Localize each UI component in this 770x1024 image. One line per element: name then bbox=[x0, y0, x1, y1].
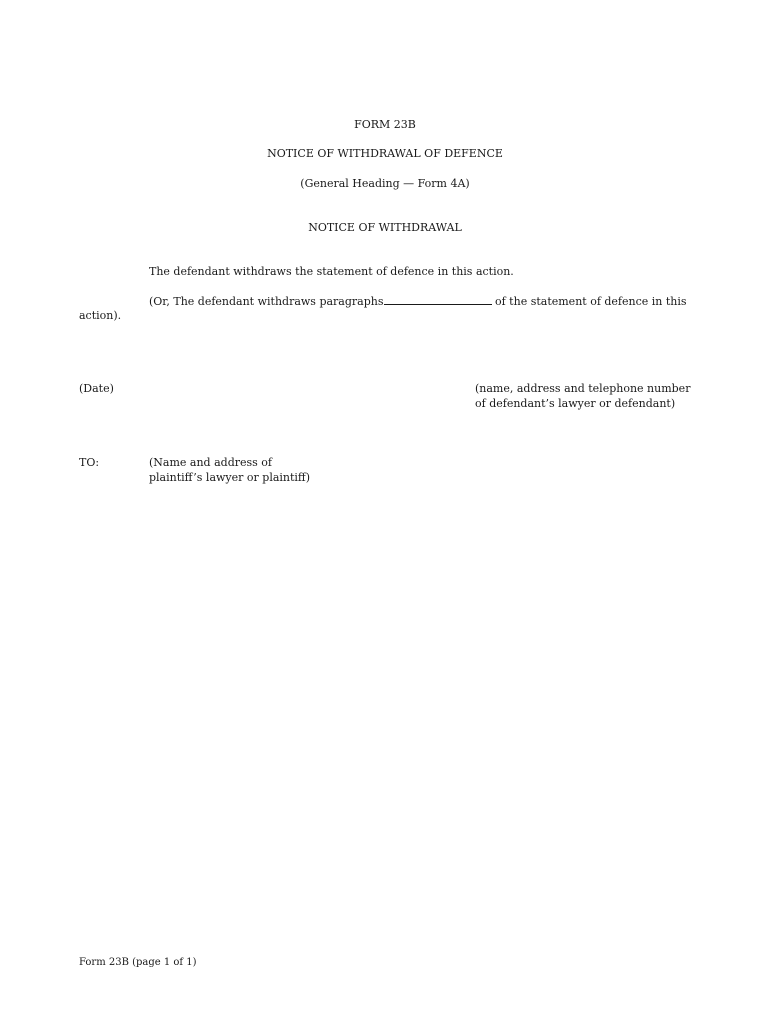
recipient-line-2: plaintiff’s lawyer or plaintiff) bbox=[149, 471, 311, 484]
alternative-paragraph-start: (Or, The defendant withdraws paragraphs bbox=[149, 295, 384, 308]
paragraphs-blank-field[interactable] bbox=[384, 293, 492, 305]
alternative-paragraph-wrap: action). bbox=[79, 309, 122, 322]
recipient-line-1: (Name and address of bbox=[149, 456, 272, 469]
alternative-paragraph bbox=[149, 293, 687, 309]
defendant-signature-line-2: of defendant’s lawyer or defendant) bbox=[475, 397, 676, 410]
page-footer: Form 23B (page 1 of 1) bbox=[79, 957, 197, 968]
alternative-paragraph-end: of the statement of defence in this bbox=[491, 295, 687, 308]
defendant-signature-line-1: (name, address and telephone number bbox=[475, 382, 691, 395]
form-number: FORM 23B bbox=[354, 118, 416, 131]
withdrawal-paragraph: The defendant withdraws the statement of defence in this action. bbox=[149, 265, 514, 278]
recipient-block bbox=[149, 455, 310, 485]
form-title: NOTICE OF WITHDRAWAL OF DEFENCE bbox=[267, 147, 503, 160]
to-label: TO: bbox=[79, 456, 100, 469]
general-heading: (General Heading — Form 4A) bbox=[300, 177, 470, 190]
defendant-signature-block bbox=[475, 381, 690, 411]
section-title: NOTICE OF WITHDRAWAL bbox=[308, 221, 462, 234]
date-label: (Date) bbox=[79, 382, 114, 395]
